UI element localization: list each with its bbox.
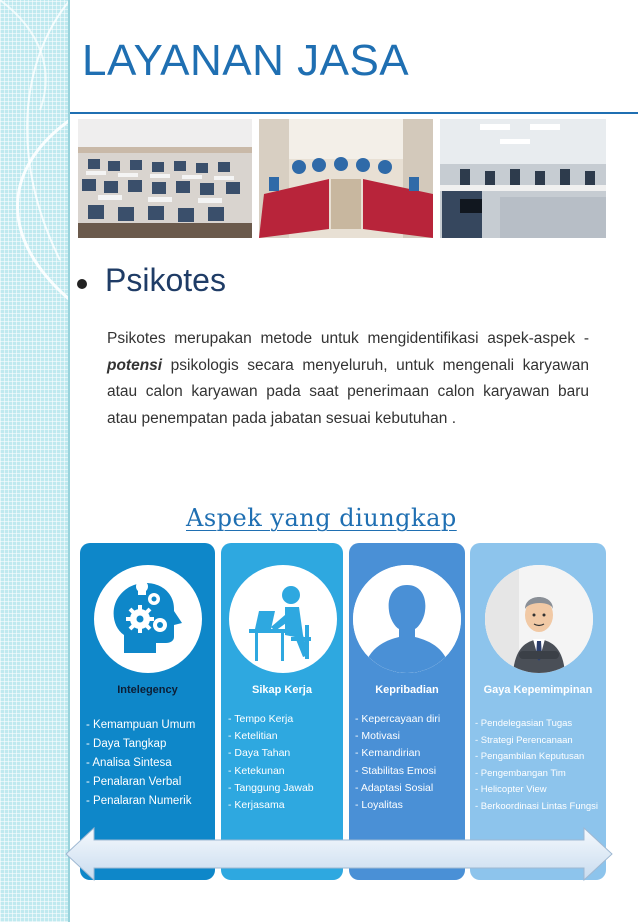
list-item: - Ketekunan xyxy=(228,764,285,777)
list-item: - Loyalitas xyxy=(355,799,403,812)
card-title: Intelegency xyxy=(117,684,178,696)
paragraph-text-after: psikologis secara menyeluruh, untuk mengenali karyawan atau calon karyawan pada saat penerimaan calon karyawan baru atau penempatan pada jabatan sesuai kebutuhan . xyxy=(107,356,589,427)
list-item: - Daya Tahan xyxy=(228,747,291,760)
list-item: - Ketelitian xyxy=(228,730,278,743)
aspek-title: Aspek yang diungkap xyxy=(186,504,457,532)
businessman-icon xyxy=(485,565,593,673)
list-item: - Penalaran Verbal xyxy=(86,776,182,788)
strip-edge-divider xyxy=(68,0,70,922)
list-item: - Kemandirian xyxy=(355,747,421,760)
list-item: - Penalaran Numerik xyxy=(86,795,192,807)
brain-gears-icon xyxy=(94,565,202,673)
list-item: - Kepercayaan diri xyxy=(355,713,441,725)
kepribadian-list xyxy=(355,711,440,814)
paragraph-emphasis: potensi xyxy=(107,356,163,374)
person-silhouette-icon xyxy=(353,565,461,673)
paragraph-text-before: Psikotes merupakan metode untuk mengidentifikasi aspek-aspek xyxy=(107,330,584,347)
list-item: - Adaptasi Sosial xyxy=(355,781,434,794)
decorative-curves-icon xyxy=(0,0,70,922)
classroom-test-photo xyxy=(78,119,252,238)
list-item: - Berkoordinasi Lintas Fungsi xyxy=(475,800,599,812)
list-item: - Strategi Perencanaan xyxy=(475,734,573,746)
double-arrow-icon xyxy=(64,826,614,882)
list-item: - Stabilitas Emosi xyxy=(355,764,437,777)
computer-lab-photo xyxy=(440,119,606,238)
page-title: LAYANAN JASA xyxy=(82,36,410,85)
bullet-icon xyxy=(77,279,87,289)
person-at-desk-icon xyxy=(229,565,337,673)
list-item: - Helicopter View xyxy=(475,784,547,795)
list-item: - Pendelegasian Tugas xyxy=(475,718,573,729)
card-title: Kepribadian xyxy=(375,684,439,696)
meeting-room-photo xyxy=(259,119,433,238)
list-item: - Daya Tangkap xyxy=(86,738,167,750)
card-title: Sikap Kerja xyxy=(252,684,312,696)
gaya-kepemimpinan-list xyxy=(475,716,598,815)
left-decorative-strip xyxy=(0,0,70,922)
card-title: Gaya Kepemimpinan xyxy=(483,684,593,696)
title-divider xyxy=(70,112,638,114)
sikap-kerja-list xyxy=(228,711,314,814)
list-item: - Kemampuan Umum xyxy=(86,719,196,731)
intelegency-list xyxy=(86,716,195,811)
list-item: - Tempo Kerja xyxy=(228,713,294,725)
section-paragraph xyxy=(107,326,589,432)
list-item: - Kerjasama xyxy=(228,799,285,812)
list-item: - Analisa Sintesa xyxy=(86,757,172,769)
list-item: - Motivasi xyxy=(355,730,400,743)
list-item: - Pengambilan Keputusan xyxy=(475,751,585,762)
paragraph-mark: - xyxy=(583,330,589,347)
list-item: - Pengembangan Tim xyxy=(475,767,566,779)
section-heading: Psikotes xyxy=(105,262,226,298)
list-item: - Tanggung Jawab xyxy=(228,781,314,794)
